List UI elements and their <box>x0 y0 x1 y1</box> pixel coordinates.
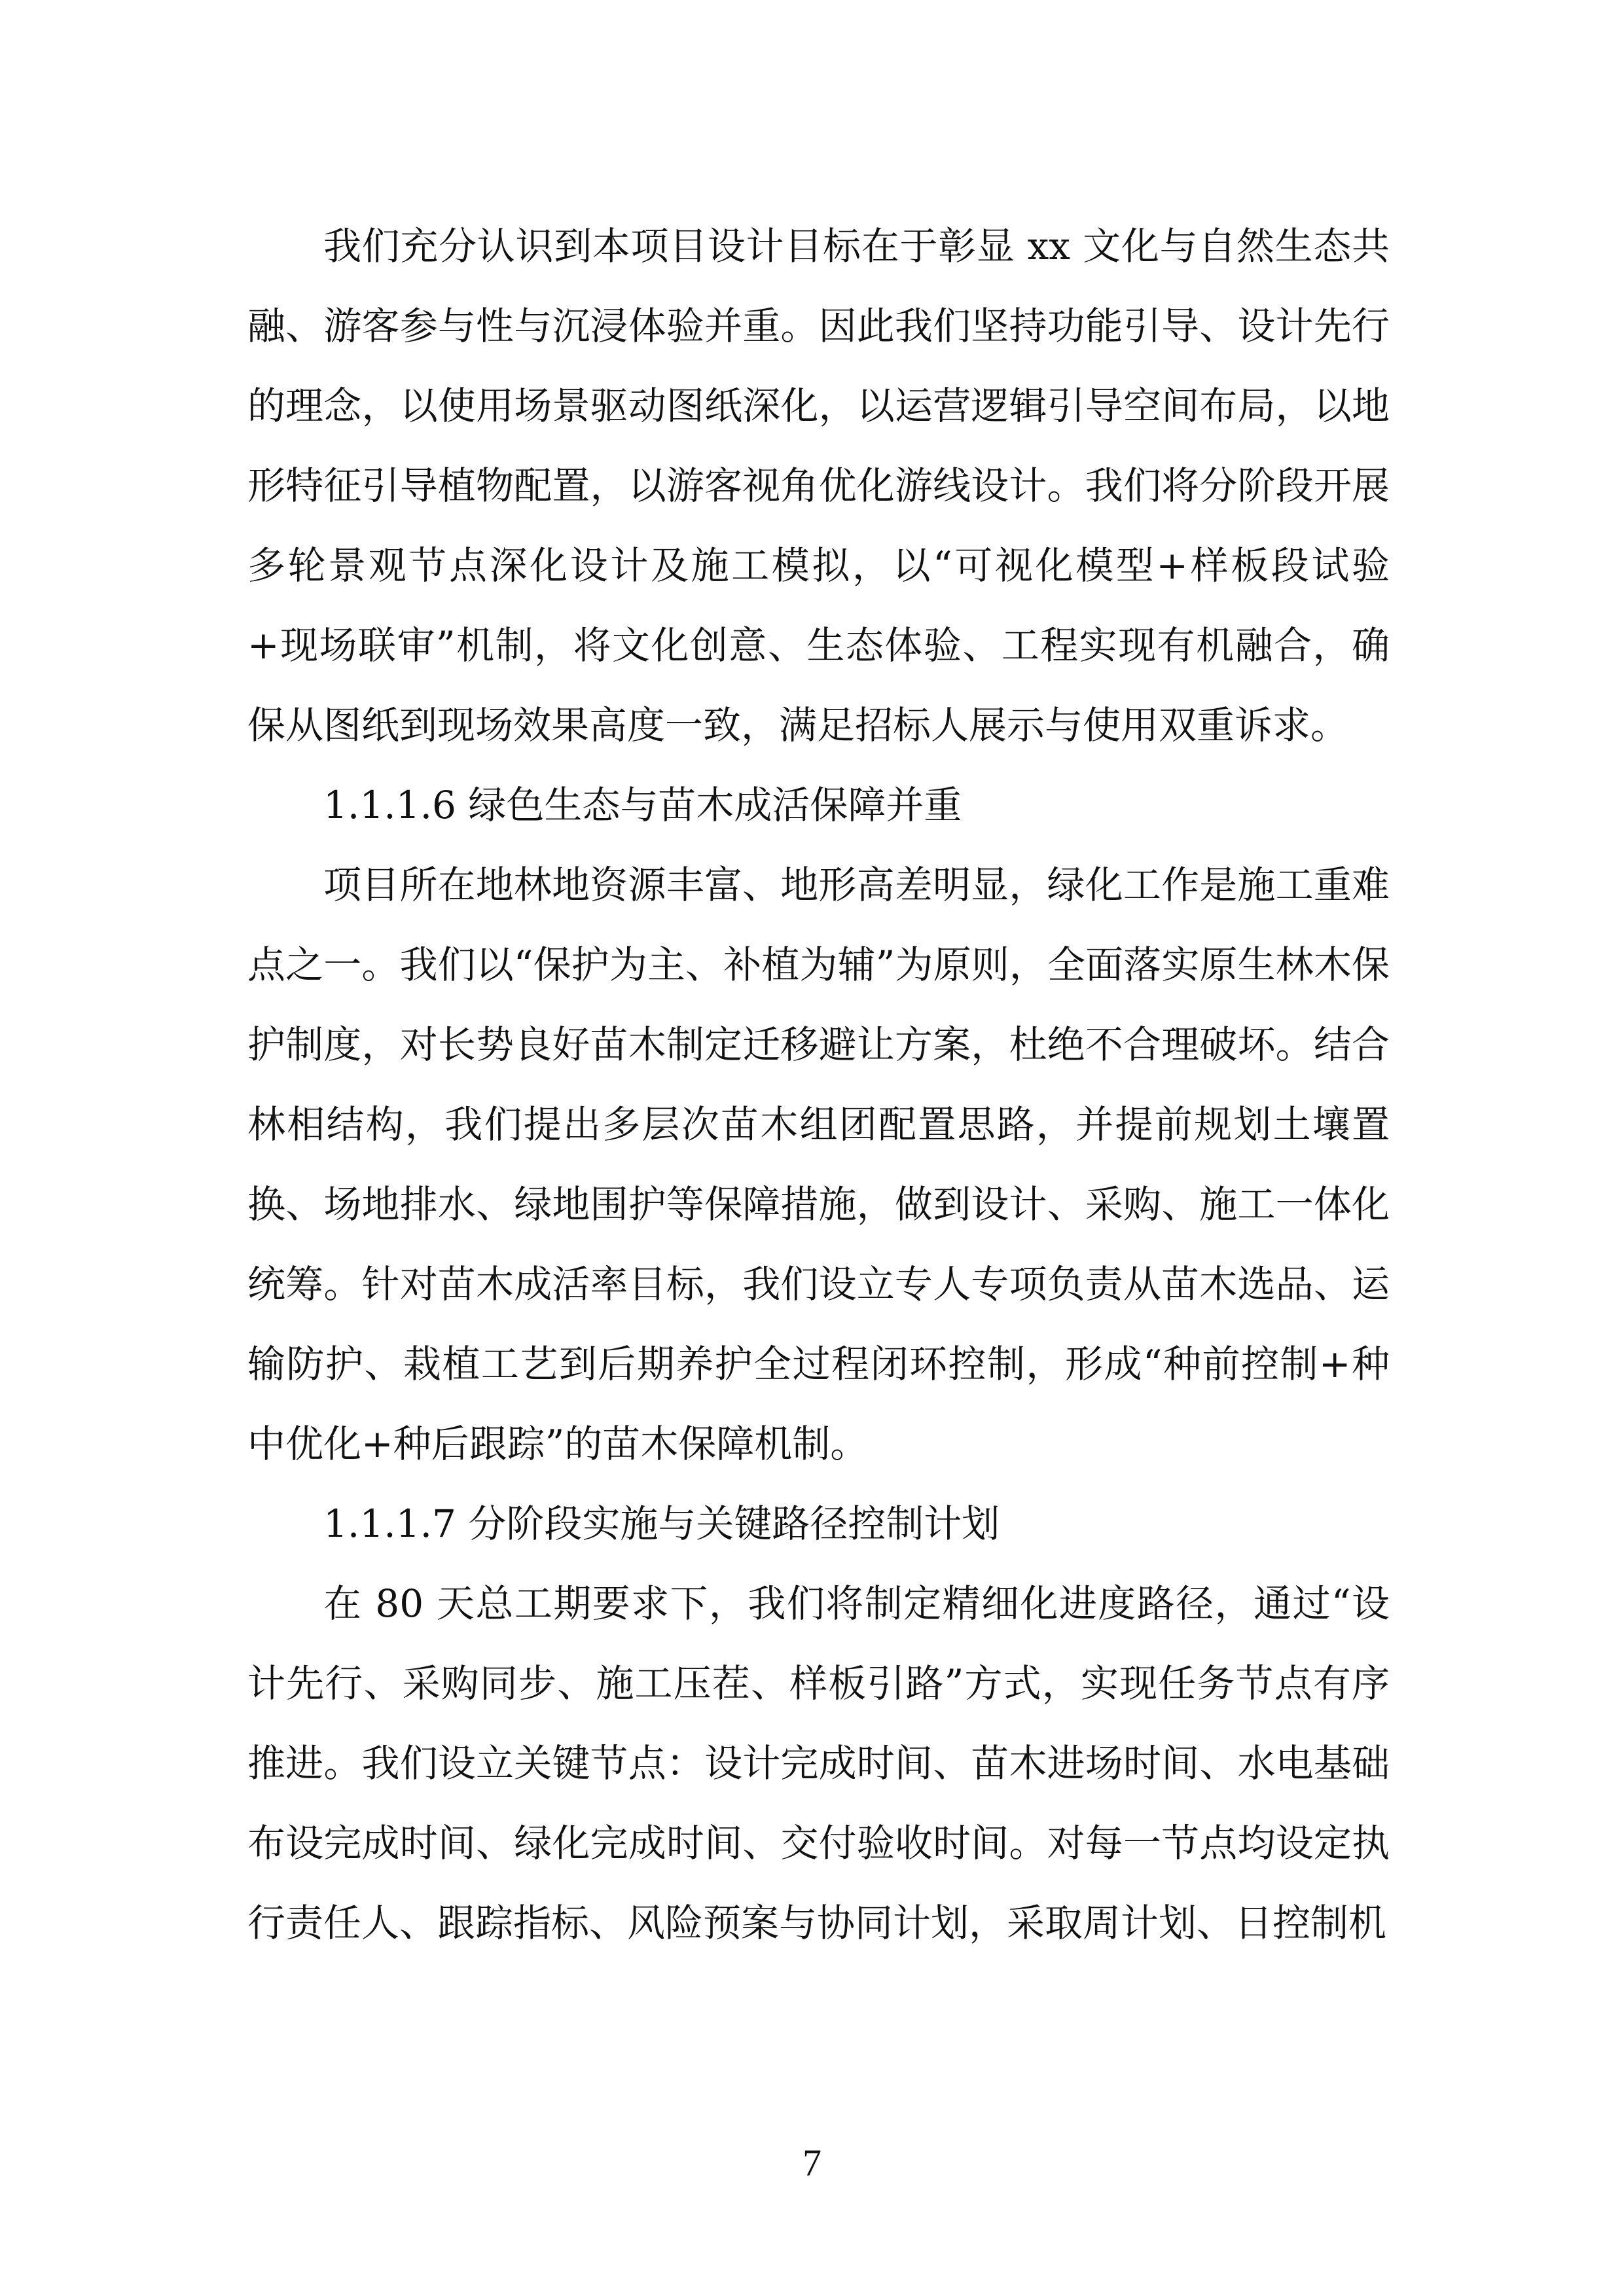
heading-1-1-1-7: 1.1.1.7 分阶段实施与关键路径控制计划 <box>323 1501 1000 1546</box>
body-text <box>247 206 1390 1963</box>
paragraph-schedule-control: 在 80 天总工期要求下，我们将制定精细化进度路径，通过“设计先行、采购同步、施工压茬、样板引路”方式，实现任务节点有序推进。我们设立关键节点：设计完成时间、苗木进场时间、水电基础布设完成时间、绿化完成时间、交付验收时间。对每一节点均设定执行责任人、跟踪指标、风险预案与协同计划，采取周计划、日控制机 <box>247 1581 1390 1945</box>
paragraph-greening-protection: 项目所在地林地资源丰富、地形高差明显，绿化工作是施工重难点之一。我们以“保护为主、补植为辅”为原则，全面落实原生林木保护制度，对长势良好苗木制定迁移避让方案，杜绝不合理破坏。结合林相结构，我们提出多层次苗木组团配置思路，并提前规划土壤置换、场地排水、绿地围护等保障措施，做到设计、采购、施工一体化统筹。针对苗木成活率目标，我们设立专人专项负责从苗木选品、运输防护、栽植工艺到后期养护全过程闭环控制，形成“种前控制+种中优化+种后跟踪”的苗木保障机制。 <box>247 863 1390 1466</box>
heading-1-1-1-6: 1.1.1.6 绿色生态与苗木成活保障并重 <box>323 783 962 827</box>
page-number: 7 <box>803 2142 821 2184</box>
paragraph-design-goals: 我们充分认识到本项目设计目标在于彰显 xx 文化与自然生态共融、游客参与性与沉浸体验并重。因此我们坚持功能引导、设计先行的理念，以使用场景驱动图纸深化，以运营逻辑引导空间布局，以地形特征引导植物配置，以游客视角优化游线设计。我们将分阶段开展多轮景观节点深化设计及施工模拟，以“可视化模型+样板段试验+现场联审”机制，将文化创意、生态体验、工程实现有机融合，确保从图纸到现场效果高度一致，满足招标人展示与使用双重诉求。 <box>247 224 1390 747</box>
